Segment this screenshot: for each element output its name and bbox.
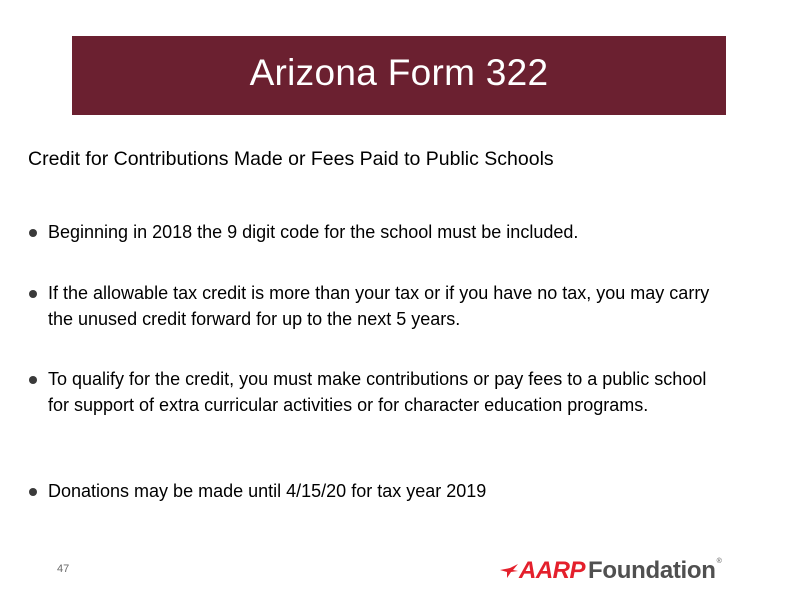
page-number: 47 [57, 563, 70, 575]
bullet-item [28, 219, 728, 245]
bullet-text: To qualify for the credit, you must make contributions or pay fees to a public school for support of extra curricular activities or for character education programs. [48, 369, 707, 415]
bullet-dot-icon [29, 229, 37, 237]
bullet-dot-icon [29, 488, 37, 496]
eagle-icon [500, 563, 518, 579]
bullet-text: Beginning in 2018 the 9 digit code for the school must be included. [48, 222, 579, 242]
bullet-item [28, 366, 728, 418]
slide-subtitle: Credit for Contributions Made or Fees Paid to Public Schools [28, 148, 554, 170]
bullet-item [28, 280, 728, 332]
logo-brand: AARP [519, 557, 586, 584]
aarp-foundation-logo [500, 556, 722, 586]
bullet-text: If the allowable tax credit is more than your tax or if you have no tax, you may carry the unused credit forward for up to the next 5 years. [48, 283, 710, 329]
bullet-dot-icon [29, 376, 37, 384]
bullet-dot-icon [29, 290, 37, 298]
slide-title: Arizona Form 322 [249, 51, 549, 93]
title-banner [72, 36, 726, 115]
bullet-text: Donations may be made until 4/15/20 for tax year 2019 [48, 481, 487, 501]
logo-suffix: Foundation [588, 557, 716, 584]
registered-mark: ® [716, 558, 722, 565]
bullet-item [28, 478, 728, 504]
